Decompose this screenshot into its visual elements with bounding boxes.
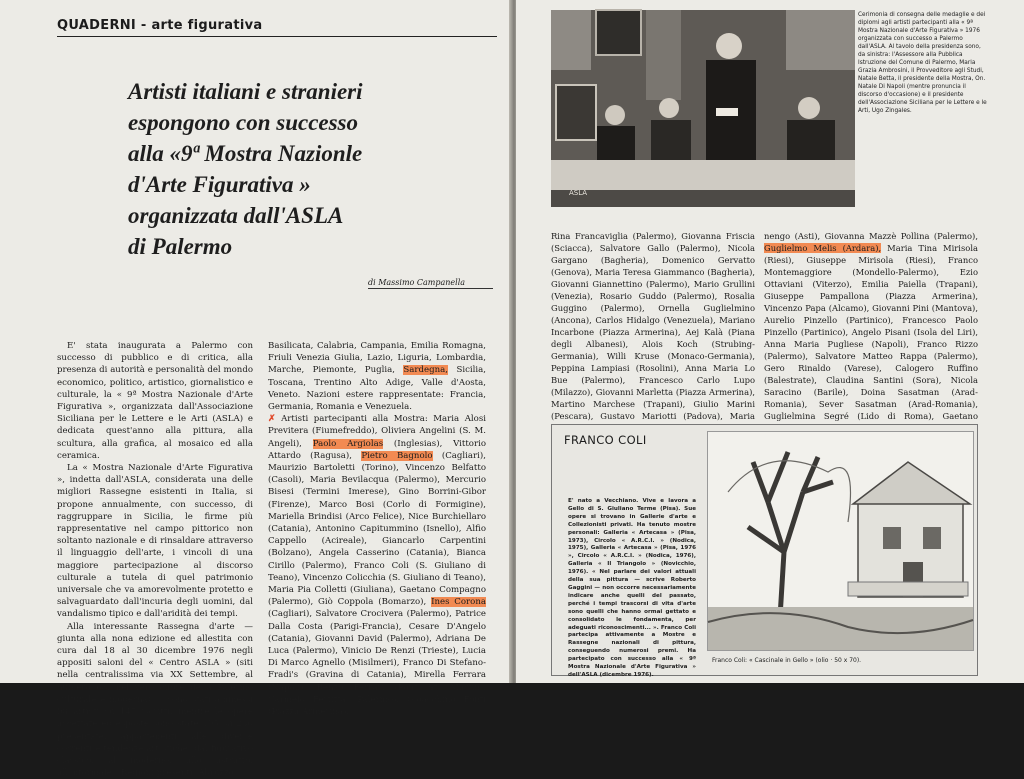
article-column-3: Rina Francaviglia (Palermo), Giovanna Friscia (Sciacca), Salvatore Gallo (Palermo), Nicola Gargano (Bagheria), Domenico Gervatto (Genova), Maria Teresa Giammanco (Bagheria), Giovanni Giannettino (Palermo), Mario Grullini (Venezia), Rosario Guddo (Palermo), Rosalia Guggino (Palermo), Ornella Guglielmino (Ancona), Carlos Hidalgo (Venezuela), Mariano Incarbone (Piazza Armerina), Aej Kalà (Piana degli Albanesi), Alois Koch (Strubing-Germania), Willi Kruse (Monaco-Germania), Peppina Lampiasi (Rosolini), Anna Maria Lo Bue (Palermo), Francesco Carlo Lupo (Milazzo), Giovanni Marletta (Piazza Armerina), Martino Marchese (Trapani), Giulio Marini (Pescara), Gustavo Mariotti (Padova), Maria: [551, 231, 755, 421]
text-run: Basilicata, Calabria, Campania, Emilia Romagna, Friuli Venezia Giulia, Lazio, Liguria, Lombardia, Marche, Piemonte, Puglia,: [268, 341, 486, 376]
artist-profile-box: [551, 424, 978, 676]
painting-sketch: [708, 432, 973, 650]
text-run: (Inglesias), Vittorio Attardo (Ragusa),: [268, 438, 486, 461]
highlighted-name: Guglielmo Melis (Ardara),: [764, 243, 882, 253]
text-run: nengo (Asti), Giovanna Mazzè Pollina (Palermo),: [764, 231, 978, 241]
subsection-name: arte figurativa: [151, 18, 263, 33]
article-title: [128, 76, 488, 262]
title-line: organizzata dall'ASLA: [128, 203, 344, 228]
text-run: Sicilia, Toscana, Trentino Alto Adige, Valle d'Aosta, Veneto. Nazioni estere rappresentate: Francia, Germania, Romania e Venezuela.: [268, 365, 486, 413]
painting-image: [707, 431, 974, 651]
title-line: Artisti italiani e stranieri: [128, 79, 363, 104]
article-column-2: [268, 340, 486, 718]
ceremony-photo: [551, 10, 855, 207]
section-separator: -: [136, 18, 152, 33]
artist-bio: E' nato a Vecchiano. Vive e lavora a Gello di S. Giuliano Terme (Pisa). Sue opere si trovano in Gallerie d'arte e Collezionisti privati. Ha tenuto mostre personali: Galleria « Artecasa » (Pisa, 1973), Circolo « A.R.C.I. » (Nodica, 1975), Galleria « Artecasa » (Pisa, 1976 », Circolo « A.R.C.I. » (Nodica, 1976), Galleria « Il Triangolo » (Novicchio, 1976). « Nel parlare dei valori attuali della sua pittura — scrive Roberto Gaggini — non occorre necessariamente indicare anche quelli del passato, perché i tempi trascorsi di vita d'arte sono quelli che hanno ormai gettato e consolidato le fondamenta, per adeguati riconoscimenti... ». Franco Coli partecipa attivamente a Mostre e Rassegne nazionali di pittura, conseguendo numerosi premi. Ha partecipato con successo alla « 9ª Mostra Nazionale d'Arte Figurativa » dell'ASLA (dicembre 1976).: [568, 498, 696, 678]
painting-caption: Franco Coli: « Cascinale in Gello » (olio · 50 x 70).: [712, 657, 862, 664]
highlighted-name: Ines Corona: [431, 597, 486, 608]
title-line: espongono con successo: [128, 110, 359, 135]
text-run: Artisti partecipanti alla Mostra: Maria Alosi Previtera (Fiumefreddo), Oliviera Angelini (S. M. Angeli),: [268, 414, 486, 449]
paragraph: La « Mostra Nazionale d'Arte Figurativa », indetta dall'ASLA, considerata una delle migliori Rassegne esistenti in Italia, si propone annualmente, con successo, di raggruppare in Sicilia, le firme più rappresentative nel campo pittorico non soltanto nazionale e di rinsaldare attraverso il linguaggio dell'arte, i vincoli di una maggiore partecipazione al discorso culturale a tutela di quel patrimonio universale che va amorevolmente protetto e salvaguardato dall'incuria degli uomini, dal vandalismo tipico e dall'aridità dei tempi.: [57, 463, 253, 620]
pen-mark-icon: ✗: [268, 414, 276, 425]
title-line: d'Arte Figurativa »: [128, 172, 311, 197]
highlighted-name: Sardegna,: [403, 365, 449, 376]
artist-name: FRANCO COLI: [564, 433, 647, 447]
paragraph: E' stata inaugurata a Palermo con successo di pubblico e di critica, alla presenza di autorità e personalità del mondo economico, politico, artistico, giornalistico e culturale, la « 9ª Mostra Nazionale d'Arte Figurativa », organizzata dall'Associazione Siciliana per le Lettere e le Arti (ASLA) e dedicata quest'anno alla pittura, alla scultura, alla grafica, al mosaico ed alla ceramica.: [57, 341, 253, 461]
title-line: di Palermo: [128, 234, 233, 259]
section-name: QUADERNI: [57, 18, 137, 33]
text-run: (Cagliari), Maurizio Bartoletti (Torino), Vincenzo Belfatto (Casoli), Maria Bevilacqua (Palermo), Mercurio Bisesi (Termini Imerese), Gino Borrini-Gibor (Firenze), Marco Bosi (Corlo di Formigine), Mariella Brindisi (Arco Felice), Nice Burchiellaro (Catania), Antonino Capitummino (Isnello), Alfio Cappello (Acireale), Giancarlo Carpentini (Bolzano), Angela Casserino (Catania), Bianca Cirillo (Palermo), Franco Coli (S. Giuliano di Teano), Vincenzo Colicchia (S. Giuliano di Teano), Maria Pia Colletti (Giuliana), Gaetano Compagno (Palermo), Giò Coppola (Bomarzo),: [268, 450, 486, 608]
byline: di Massimo Campanella: [368, 278, 493, 289]
photo-sign: ASLA: [569, 189, 588, 197]
article-column-4: [764, 230, 978, 434]
text-run: Maria Tina Mirisola (Riesi), Giuseppe Mirisola (Riesi), Franco Montemaggiore (Mondello-Palermo), Ezio Ottaviani (Viterzo), Emilia Paiella (Trapani), Giuseppe Pampallona (Piazza Armerina), Vincenzo Papa (Alcamo), Giovanni Pini (Mantova), Aurelio Pinzello (Partinico), Francesco Paolo Pinzello (Partinico), Angelo Pisani (Isola del Liri), Anna Maria Pugliese (Napoli), Franco Rizzo (Palermo), Salvatore Matteo Rappa (Palermo), Gero Rinaldo (Varese), Calogero Ruffino (Balestrate), Claudina Santini (Sora), Nicola Saracino (Barile), Doina Sasatman (Arad-Romania), Sever Sasatman (Arad-Romania), Guglielmina Segré (Lido di Roma), Gaetano: [764, 243, 978, 421]
title-line: alla «9ª Mostra Nazionle: [128, 141, 363, 166]
ceremony-photo-image: [551, 10, 855, 207]
highlighted-name: Paolo Argiolas: [312, 438, 384, 449]
highlighted-name: Pietro Bagnolo: [361, 450, 433, 461]
article-column-1: [57, 340, 253, 779]
paragraph: Alla interessante Rassegna d'arte — giunta alla nona edizione ed allestita con cura dal 18 al 30 dicembre 1976 negli appositi saloni del « Centro ASLA » (siti nella centralissima via XX Settembre, al numero 68, nel vero cuore della Palermo culturale e moderna) — sono stati ammessi 98 artisti su 145 iscritti; mentre le opere accettate ed esposte sono state 195 su 236 presentate, appartenenti alle diverse correnti e tendenze artistiche (dal figurativo classico, al moderno, allo astratto, all'informale). Regioni presenti: Abruzzo,: [57, 621, 253, 779]
photo-caption: Cerimonia di consegna delle medaglie e dei diplomi agli artisti partecipanti alla « 9ª Mostra Nazionale d'Arte Figurativa » 1976 organizzata con successo a Palermo dall'ASLA. Al tavolo della presidenza sono, da sinistra: l'Assessore alla Pubblica Istruzione del Comune di Palermo, Maria Grazia Ambrosini, il Provveditore agli Studi, Natale Betta, il presidente della Mostra, On. Natale Di Napoli (mentre pronuncia il discorso d'occasione) e il presidente dell'Associazione Siciliana per le Lettere e le Arti, Ugo Zingales.: [858, 12, 987, 114]
text-run: (Cagliari), Salvatore Crocivera (Palermo), Patrice Dalla Costa (Parigi-Francia), Cesare D'Angelo (Catania), Giovanni David (Palermo), Adriana De Luca (Palermo), Vinicio De Renzi (Trieste), Lucia Di Marco Agnello (Misilmeri), Franco Di Stefano-Fradi's (Gravina di Catania), Mirella Ferrara (Napoli), Renzo Ferrari (Pont St. Martin), Carmelo Fertitta (Palermo), Gioacchino Fonti (Piazza Armerina),: [268, 609, 486, 718]
section-header: [57, 14, 497, 37]
